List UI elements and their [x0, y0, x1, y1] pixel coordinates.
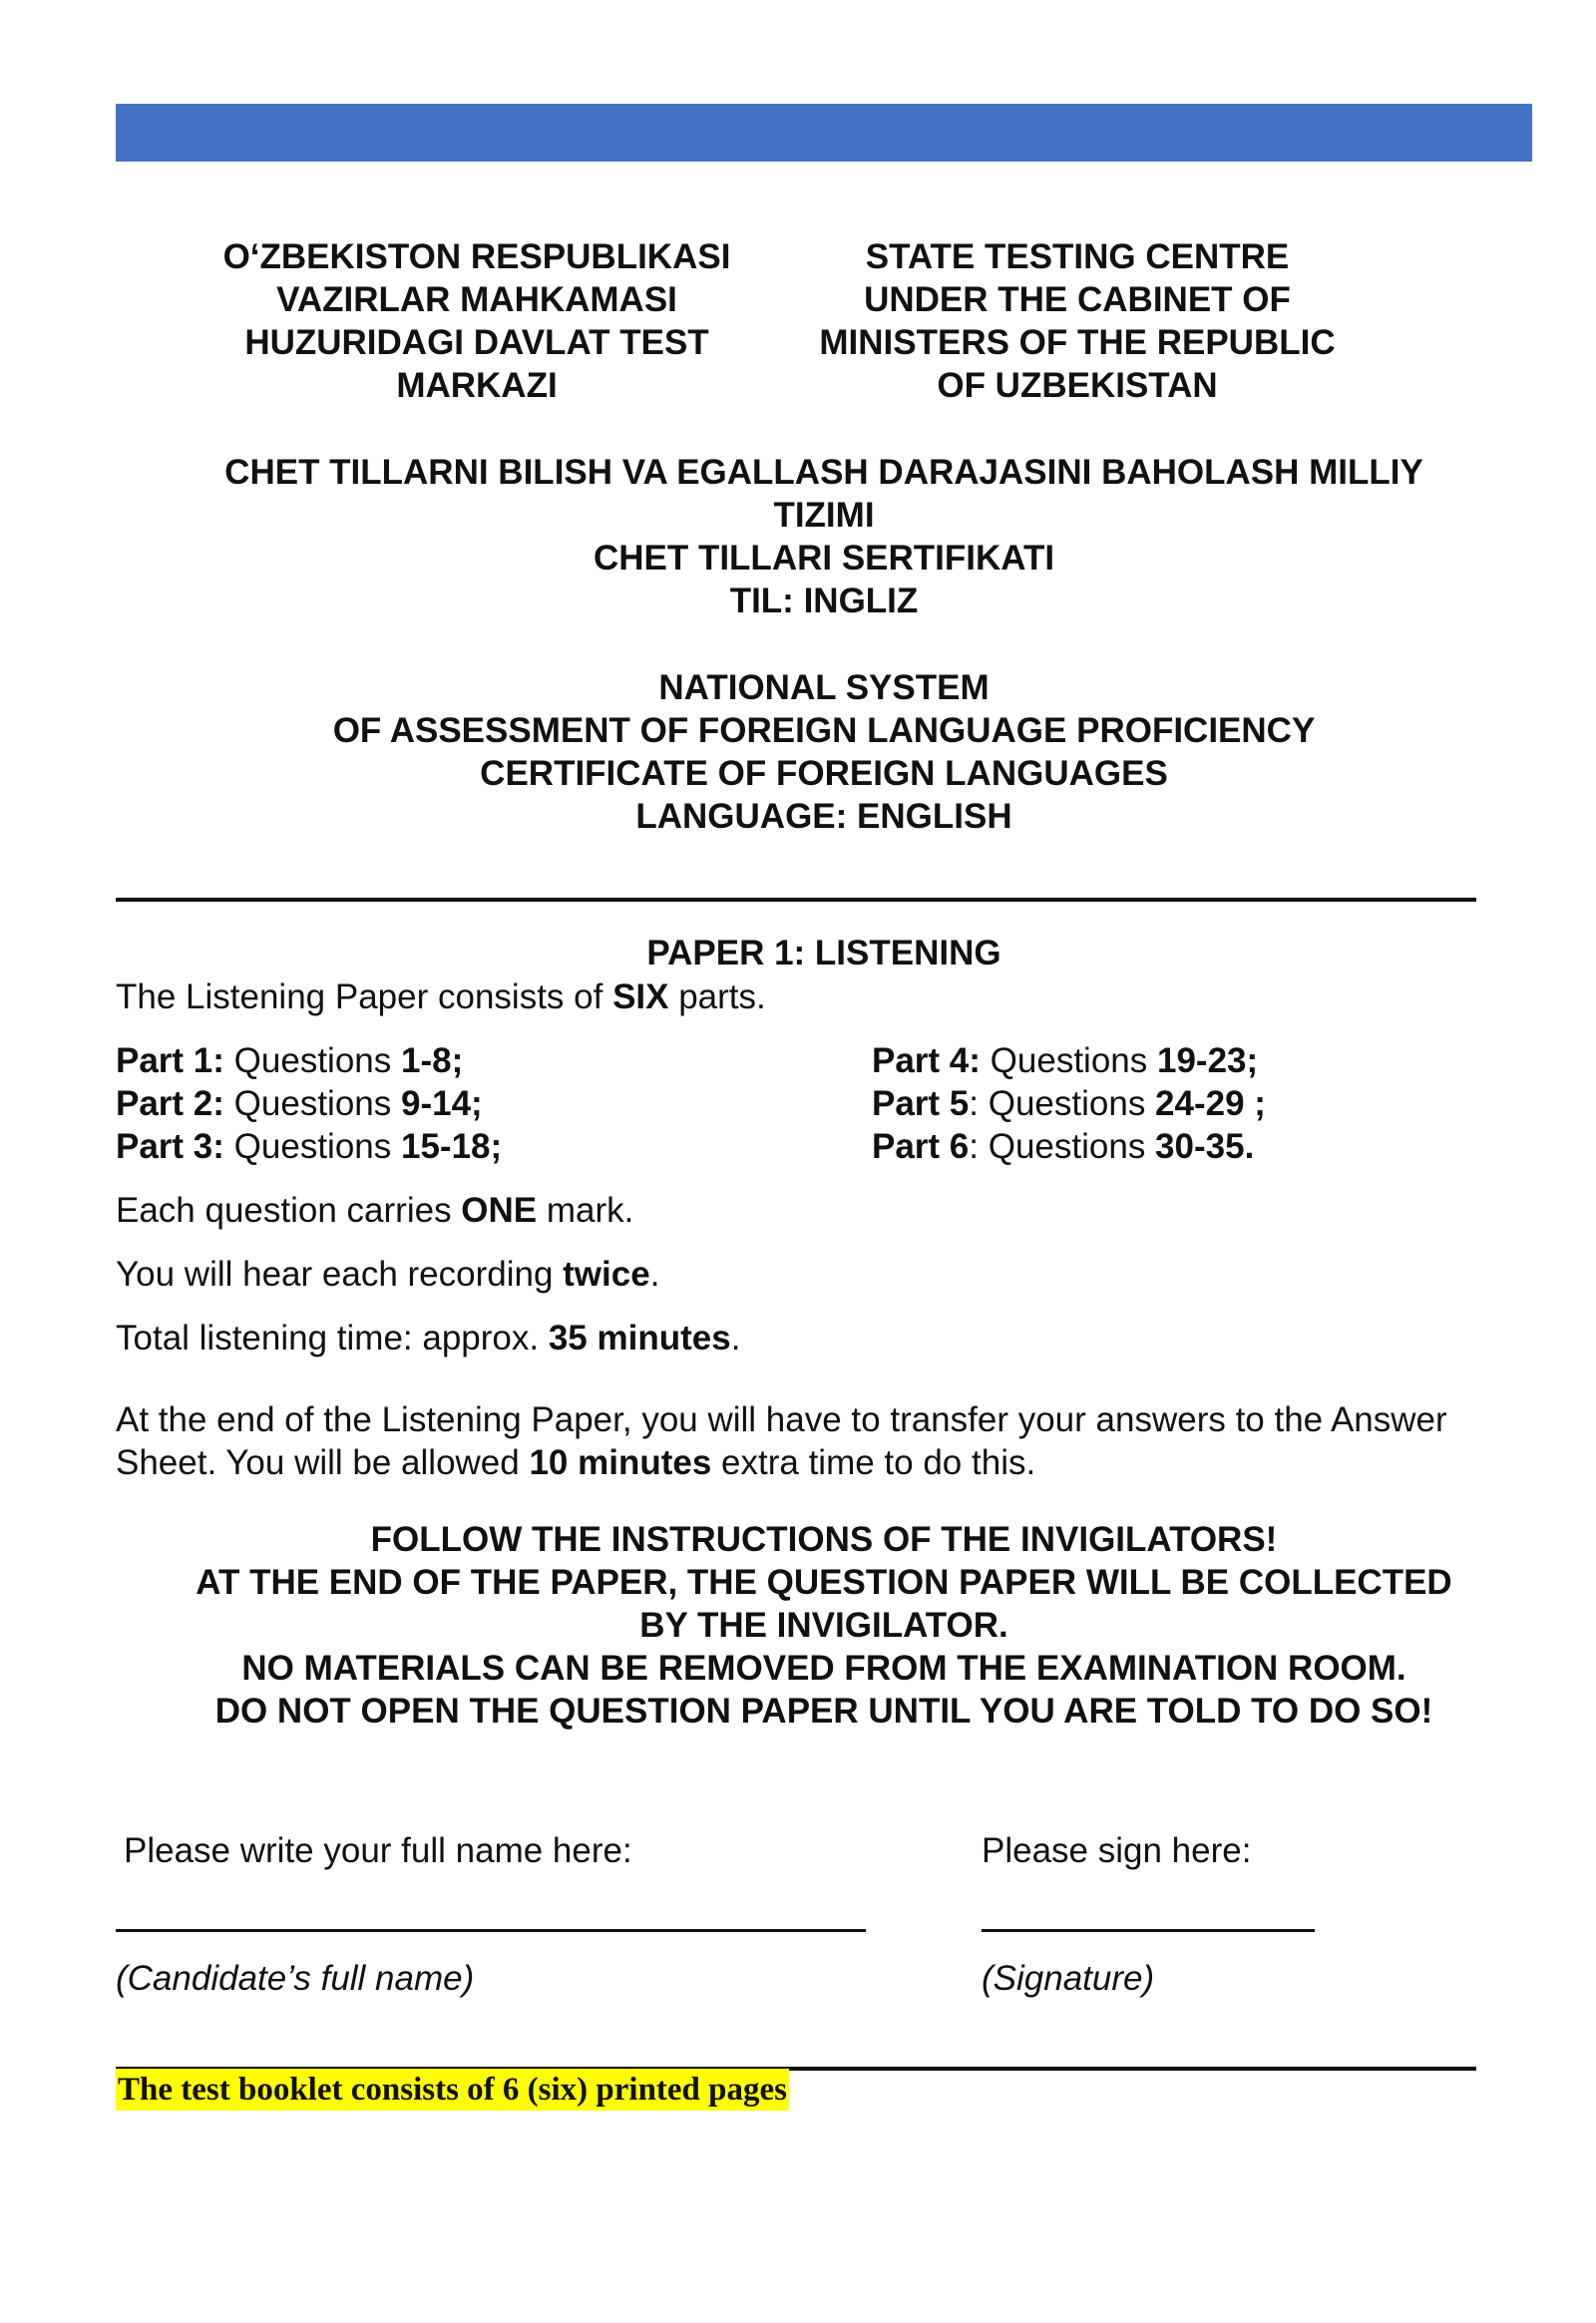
signature-prompt: Please sign here: [982, 1831, 1252, 1870]
institution-en-line: UNDER THE CABINET OF [864, 280, 1291, 319]
institution-name-uzbek [198, 235, 756, 407]
warning-line: BY THE INVIGILATOR. [639, 1606, 1008, 1645]
name-caption: (Candidate’s full name) [116, 1959, 475, 1998]
uz-title-line: TIZIMI [773, 496, 875, 535]
intro-text: The Listening Paper consists of SIX parts. [116, 977, 766, 1016]
uz-title-line: CHET TILLARI SERTIFIKATI [593, 539, 1055, 578]
transfer-info: At the end of the Listening Paper, you will have to transfer your answers to the Answer Sheet. You will be allowed 10 minutes extra time to do this. [116, 1400, 1447, 1482]
en-title-line: CERTIFICATE OF FOREIGN LANGUAGES [480, 754, 1168, 793]
uz-title-line: CHET TILLARNI BILISH VA EGALLASH DARAJASINI BAHOLASH MILLIY [224, 453, 1423, 492]
page-count-note: The test booklet consists of 6 (six) printed pages [116, 2069, 789, 2111]
institution-uz-line: HUZURIDAGI DAVLAT TEST [244, 323, 709, 362]
mark-info: Each question carries ONE mark. [116, 1191, 634, 1230]
name-prompt: Please write your full name here: [124, 1831, 632, 1870]
recording-info: You will hear each recording twice. [116, 1255, 660, 1294]
part-item: Part 4: Questions 19-23; [872, 1041, 1259, 1080]
divider-line [116, 898, 1476, 902]
part-item: Part 3: Questions 15-18; [116, 1127, 503, 1166]
institution-en-line: STATE TESTING CENTRE [865, 237, 1290, 276]
paper-title: PAPER 1: LISTENING [646, 934, 1001, 972]
part-item: Part 1: Questions 1-8; [116, 1041, 464, 1080]
warning-line: NO MATERIALS CAN BE REMOVED FROM THE EXAMINATION ROOM. [241, 1649, 1406, 1688]
institution-en-line: MINISTERS OF THE REPUBLIC [819, 323, 1336, 362]
name-field-line[interactable] [116, 1929, 866, 1932]
english-title-block [116, 666, 1532, 838]
en-title-line: NATIONAL SYSTEM [658, 668, 990, 707]
uz-title-line: TIL: INGLIZ [729, 581, 919, 620]
institution-en-line: OF UZBEKISTAN [937, 366, 1218, 405]
institution-uz-line: VAZIRLAR MAHKAMASI [276, 280, 677, 319]
header-color-bar [116, 104, 1532, 162]
parts-list-right [872, 1039, 1266, 1168]
parts-list-left [116, 1039, 502, 1168]
institution-name-english [818, 235, 1337, 407]
part-item: Part 2: Questions 9-14; [116, 1084, 483, 1123]
signature-field-line[interactable] [982, 1929, 1315, 1932]
institution-uz-line: MARKAZI [396, 366, 558, 405]
uzbek-title-block [116, 451, 1532, 622]
signature-caption: (Signature) [982, 1959, 1155, 1998]
part-item: Part 6: Questions 30-35. [872, 1127, 1255, 1166]
warning-line: AT THE END OF THE PAPER, THE QUESTION PAPER WILL BE COLLECTED [196, 1563, 1452, 1602]
invigilator-warnings [116, 1518, 1532, 1733]
warning-line: FOLLOW THE INSTRUCTIONS OF THE INVIGILATORS! [370, 1520, 1278, 1559]
warning-line: DO NOT OPEN THE QUESTION PAPER UNTIL YOU ARE TOLD TO DO SO! [214, 1692, 1433, 1731]
en-title-line: OF ASSESSMENT OF FOREIGN LANGUAGE PROFICIENCY [332, 711, 1316, 750]
institution-uz-line: O‘ZBEKISTON RESPUBLIKASI [222, 237, 731, 276]
part-item: Part 5: Questions 24-29 ; [872, 1084, 1266, 1123]
time-info: Total listening time: approx. 35 minutes. [116, 1319, 741, 1357]
en-title-line: LANGUAGE: ENGLISH [635, 797, 1012, 836]
